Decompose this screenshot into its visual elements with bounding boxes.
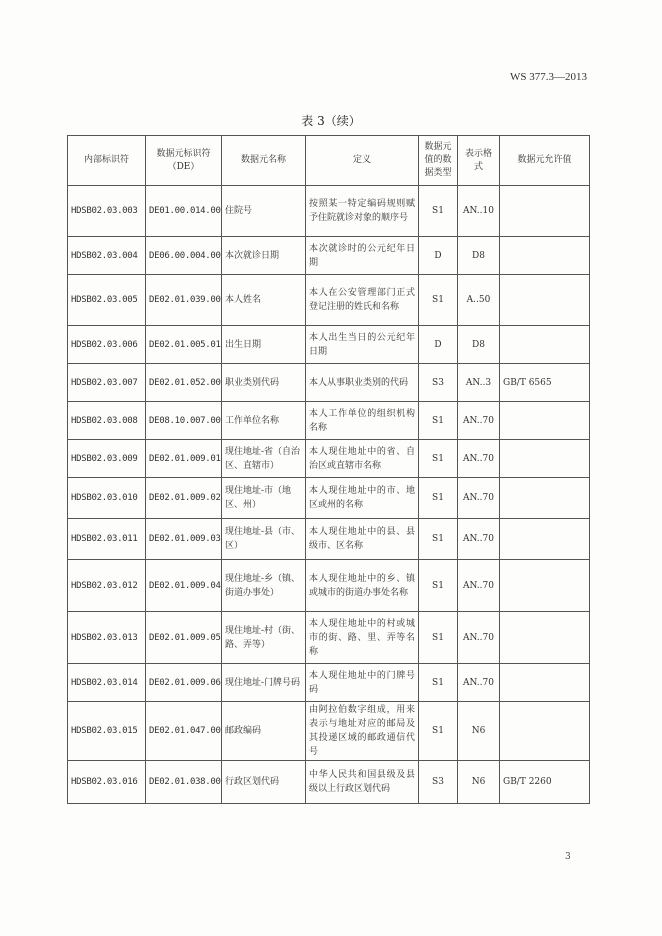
table-row	[68, 237, 590, 275]
de-id-cell: DE02.01.047.00	[146, 702, 222, 761]
allowed-values-cell	[500, 275, 590, 326]
definition-cell: 本人现住地址中的门牌号码	[306, 664, 419, 702]
value-type-cell: S1	[419, 612, 458, 664]
format-cell: AN..70	[458, 560, 500, 612]
format-cell: AN..70	[458, 664, 500, 702]
name-cell: 邮政编码	[222, 702, 306, 761]
internal-id-cell: HDSB02.03.014	[68, 664, 146, 702]
table-row	[68, 364, 590, 402]
definition-cell: 本人在公安管理部门正式登记注册的姓氏和名称	[306, 275, 419, 326]
table-row	[68, 402, 590, 440]
allowed-values-cell	[500, 702, 590, 761]
value-type-cell: S3	[419, 364, 458, 402]
de-id-cell: DE02.01.009.03	[146, 519, 222, 560]
name-cell: 现住地址-市（地区、州）	[222, 478, 306, 519]
definition-cell: 本人出生当日的公元纪年日期	[306, 326, 419, 364]
table-row	[68, 560, 590, 612]
allowed-values-cell	[500, 478, 590, 519]
table-row	[68, 186, 590, 237]
name-cell: 职业类别代码	[222, 364, 306, 402]
format-cell: AN..70	[458, 478, 500, 519]
format-cell: D8	[458, 326, 500, 364]
table-row	[68, 326, 590, 364]
value-type-cell: S1	[419, 478, 458, 519]
internal-id-cell: HDSB02.03.007	[68, 364, 146, 402]
allowed-values-cell	[500, 612, 590, 664]
internal-id-cell: HDSB02.03.013	[68, 612, 146, 664]
de-id-cell: DE02.01.009.02	[146, 478, 222, 519]
value-type-cell: S3	[419, 761, 458, 804]
format-cell: AN..70	[458, 402, 500, 440]
name-cell: 现住地址-门牌号码	[222, 664, 306, 702]
name-cell: 现住地址-省（自治区、直辖市）	[222, 440, 306, 478]
internal-id-cell: HDSB02.03.003	[68, 186, 146, 237]
format-cell: A..50	[458, 275, 500, 326]
definition-cell: 本人现住地址中的乡、镇或城市的街道办事处名称	[306, 560, 419, 612]
de-id-cell: DE02.01.038.00	[146, 761, 222, 804]
table-row	[68, 612, 590, 664]
format-cell: AN..3	[458, 364, 500, 402]
internal-id-cell: HDSB02.03.009	[68, 440, 146, 478]
definition-cell: 本人现住地址中的村或城市的街、路、里、弄等名称	[306, 612, 419, 664]
value-type-cell: S1	[419, 519, 458, 560]
value-type-cell: S1	[419, 186, 458, 237]
table-row	[68, 440, 590, 478]
format-cell: AN..70	[458, 519, 500, 560]
de-id-cell: DE06.00.004.00	[146, 237, 222, 275]
de-id-cell: DE02.01.009.06	[146, 664, 222, 702]
allowed-values-cell	[500, 664, 590, 702]
allowed-values-cell	[500, 560, 590, 612]
definition-cell: 本人现住地址中的县、县级市、区名称	[306, 519, 419, 560]
name-cell: 现住地址-县（市、区）	[222, 519, 306, 560]
col-header-definition: 定义	[306, 136, 419, 186]
name-cell: 现住地址-村（街、路、弄等）	[222, 612, 306, 664]
name-cell: 本人姓名	[222, 275, 306, 326]
table-title: 表 3（续）	[301, 114, 361, 128]
de-id-cell: DE02.01.039.00	[146, 275, 222, 326]
name-cell: 工作单位名称	[222, 402, 306, 440]
col-header-de-id: 数据元标识符（DE）	[146, 136, 222, 186]
allowed-values-cell	[500, 326, 590, 364]
name-cell: 住院号	[222, 186, 306, 237]
value-type-cell: S1	[419, 440, 458, 478]
format-cell: N6	[458, 702, 500, 761]
table-row	[68, 478, 590, 519]
de-id-cell: DE02.01.005.01	[146, 326, 222, 364]
value-type-cell: S1	[419, 560, 458, 612]
col-header-name: 数据元名称	[222, 136, 306, 186]
allowed-values-cell	[500, 186, 590, 237]
name-cell: 行政区划代码	[222, 761, 306, 804]
format-cell: N6	[458, 761, 500, 804]
de-id-cell: DE02.01.009.04	[146, 560, 222, 612]
internal-id-cell: HDSB02.03.012	[68, 560, 146, 612]
definition-cell: 本人工作单位的组织机构名称	[306, 402, 419, 440]
table-header-row	[68, 136, 590, 186]
value-type-cell: S1	[419, 702, 458, 761]
definition-cell: 本人现住地址中的市、地区或州的名称	[306, 478, 419, 519]
de-id-cell: DE02.01.052.00	[146, 364, 222, 402]
internal-id-cell: HDSB02.03.008	[68, 402, 146, 440]
name-cell: 本次就诊日期	[222, 237, 306, 275]
internal-id-cell: HDSB02.03.006	[68, 326, 146, 364]
format-cell: AN..70	[458, 440, 500, 478]
definition-cell: 中华人民共和国县级及县级以上行政区划代码	[306, 761, 419, 804]
value-type-cell: S1	[419, 664, 458, 702]
internal-id-cell: HDSB02.03.004	[68, 237, 146, 275]
format-cell: D8	[458, 237, 500, 275]
internal-id-cell: HDSB02.03.010	[68, 478, 146, 519]
de-id-cell: DE02.01.009.01	[146, 440, 222, 478]
de-id-cell: DE08.10.007.00	[146, 402, 222, 440]
allowed-values-cell	[500, 519, 590, 560]
table-row	[68, 519, 590, 560]
format-cell: AN..10	[458, 186, 500, 237]
internal-id-cell: HDSB02.03.005	[68, 275, 146, 326]
value-type-cell: D	[419, 237, 458, 275]
table-row	[68, 761, 590, 804]
allowed-values-cell	[500, 237, 590, 275]
allowed-values-cell: GB/T 2260	[500, 761, 590, 804]
data-element-table	[67, 135, 590, 804]
definition-cell: 本人现住地址中的省、自治区或直辖市名称	[306, 440, 419, 478]
allowed-values-cell	[500, 402, 590, 440]
definition-cell: 由阿拉伯数字组成，用来表示与地址对应的邮局及其投递区域的邮政通信代号	[306, 702, 419, 761]
value-type-cell: D	[419, 326, 458, 364]
col-header-value-type: 数据元值的数据类型	[419, 136, 458, 186]
col-header-format: 表示格式	[458, 136, 500, 186]
internal-id-cell: HDSB02.03.015	[68, 702, 146, 761]
de-id-cell: DE01.00.014.00	[146, 186, 222, 237]
table-row	[68, 275, 590, 326]
internal-id-cell: HDSB02.03.016	[68, 761, 146, 804]
value-type-cell: S1	[419, 275, 458, 326]
definition-cell: 按照某一特定编码规则赋予住院就诊对象的顺序号	[306, 186, 419, 237]
definition-cell: 本人从事职业类别的代码	[306, 364, 419, 402]
de-id-cell: DE02.01.009.05	[146, 612, 222, 664]
definition-cell: 本次就诊时的公元纪年日期	[306, 237, 419, 275]
format-cell: AN..70	[458, 612, 500, 664]
allowed-values-cell: GB/T 6565	[500, 364, 590, 402]
allowed-values-cell	[500, 440, 590, 478]
internal-id-cell: HDSB02.03.011	[68, 519, 146, 560]
name-cell: 现住地址-乡（镇、街道办事处）	[222, 560, 306, 612]
table-row	[68, 664, 590, 702]
name-cell: 出生日期	[222, 326, 306, 364]
value-type-cell: S1	[419, 402, 458, 440]
table-row	[68, 702, 590, 761]
col-header-internal-id: 内部标识符	[68, 136, 146, 186]
document-code: WS 377.3—2013	[510, 71, 587, 83]
page-number: 3	[565, 852, 571, 862]
col-header-allowed-values: 数据元允许值	[500, 136, 590, 186]
